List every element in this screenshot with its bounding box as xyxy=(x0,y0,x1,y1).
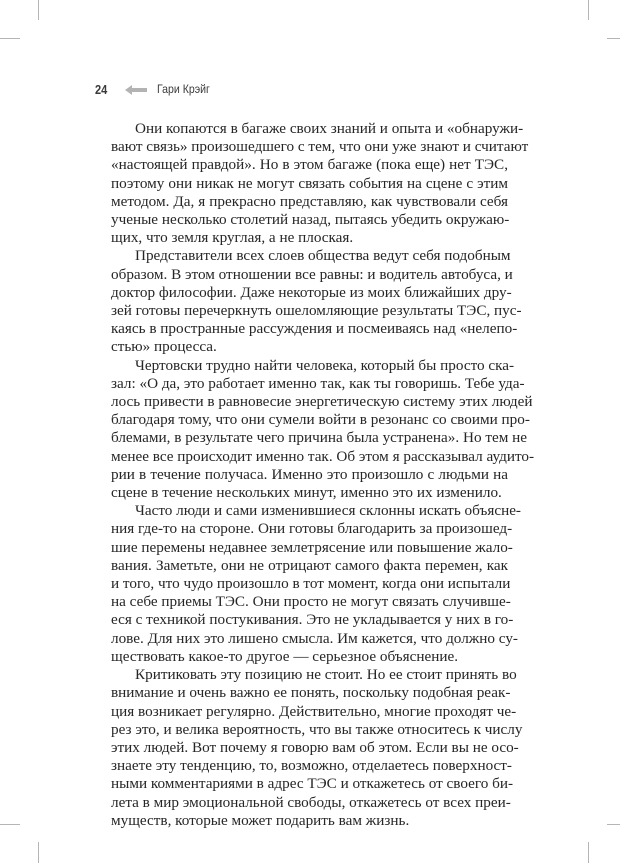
crop-mark-bottom-right-horizontal xyxy=(607,824,620,825)
text-line: доктор философии. Даже некоторые из моих ближайших дру- xyxy=(111,283,512,301)
crop-mark-bottom-left-horizontal xyxy=(0,824,20,825)
author-name: Гари Крэйг xyxy=(157,82,210,96)
text-line: Они копаются в багаже своих знаний и опыта и «обнаружи- xyxy=(135,120,524,137)
page-body xyxy=(111,120,535,830)
text-line: рез это, и велика вероятность, что вы также относитесь к числу xyxy=(111,720,523,738)
text-line: сцене в течение нескольких минут, именно это их изменило. xyxy=(111,484,502,502)
paragraph xyxy=(111,120,529,247)
text-line: зей готовы перечеркнуть ошеломляющие результаты ТЭС, пус- xyxy=(111,302,522,320)
text-line: «настоящей правдой». Но в этом багаже (пока еще) нет ТЭС, xyxy=(111,156,508,174)
text-line: лось привести в равновесие энергетическую систему этих людей xyxy=(111,393,533,411)
paragraph xyxy=(111,666,523,830)
text-line: ния где-то на стороне. Они готовы благодарить за произошед- xyxy=(111,520,513,538)
crop-mark-bottom-right-vertical xyxy=(588,842,589,863)
running-header xyxy=(95,81,217,97)
page-number: 24 xyxy=(95,81,108,97)
text-line: муществ, которые может подарить вам жизнь. xyxy=(111,811,410,829)
text-line: внимание и очень важно ее понять, поскольку подобная реак- xyxy=(111,684,511,702)
text-line: ществовать какое-то другое — серьезное объяснение. xyxy=(111,647,459,665)
paragraph xyxy=(111,502,521,666)
paragraph xyxy=(111,247,522,356)
crop-mark-top-left-horizontal xyxy=(0,38,20,39)
text-line: рии в течение получаса. Именно это произошло с людьми на xyxy=(111,465,508,483)
text-line: шие перемены недавнее землетрясение или повышение жало- xyxy=(111,538,513,556)
text-line: лета в мир эмоциональной свободы, откажетесь от всех преи- xyxy=(111,793,511,811)
text-line: образом. В этом отношении все равны: и водитель автобуса, и xyxy=(111,265,513,283)
text-line: стью» процесса. xyxy=(111,338,217,356)
text-line: вания. Заметьте, они не отрицают самого факта перемен, как xyxy=(111,556,508,574)
crop-mark-top-right-horizontal xyxy=(607,38,620,39)
text-line: зал: «О да, это работает именно так, как ты говоришь. Тебе уда- xyxy=(111,374,525,392)
text-line: Представители всех слоев общества ведут себя подобным xyxy=(135,247,511,265)
text-line: лове. Для них это лишено смысла. Им кажется, что должно су- xyxy=(111,629,518,647)
text-line: ученые несколько столетий назад, пытаясь убедить окружаю- xyxy=(111,211,510,229)
text-line: Чертовски трудно найти человека, который бы просто ска- xyxy=(135,356,515,374)
text-line: поэтому они никак не могут связать события на сцене с этим xyxy=(111,174,508,192)
paragraph xyxy=(111,356,535,503)
left-arrow-icon xyxy=(125,83,147,95)
crop-mark-top-right-vertical xyxy=(588,0,589,20)
text-line: и того, что чудо произошло в тот момент, когда они испытали xyxy=(111,575,511,593)
text-line: вают связь» произошедшего с тем, что они уже знают и считают xyxy=(111,138,529,156)
text-line: менее все происходит именно так. Об этом я рассказывал аудито- xyxy=(111,447,535,465)
text-line: ция возникает регулярно. Действительно, многие проходят че- xyxy=(111,702,517,720)
text-line: каясь в пространные рассуждения и посмеиваясь над «нелепо- xyxy=(111,320,518,338)
text-line: Часто люди и сами изменившиеся склонны искать объясне- xyxy=(135,502,521,520)
text-line: ными комментариями в адрес ТЭС и откажетесь от своего би- xyxy=(111,775,514,793)
text-line: этих людей. Вот почему я говорю вам об этом. Если вы не осо- xyxy=(111,738,519,756)
text-line: на себе приемы ТЭС. Они просто не могут связать случивше- xyxy=(111,593,511,611)
text-line: методом. Да, я прекрасно представляю, как чувствовали себя xyxy=(111,192,508,210)
text-line: щих, что земля круглая, а не плоская. xyxy=(111,229,354,247)
text-line: еся с техникой постукивания. Это не укладывается у них в го- xyxy=(111,611,514,629)
crop-mark-bottom-left-vertical xyxy=(38,842,39,863)
text-line: Критиковать эту позицию не стоит. Но ее стоит принять во xyxy=(135,666,517,684)
crop-mark-top-left-vertical xyxy=(38,0,39,20)
text-line: благодаря тому, что они сумели войти в резонанс со своими про- xyxy=(111,411,530,429)
text-line: знаете эту тенденцию, то, возможно, отделаетесь поверхност- xyxy=(111,757,512,775)
text-line: блемами, в результате чего причина была устранена». Но тем не xyxy=(111,429,527,447)
